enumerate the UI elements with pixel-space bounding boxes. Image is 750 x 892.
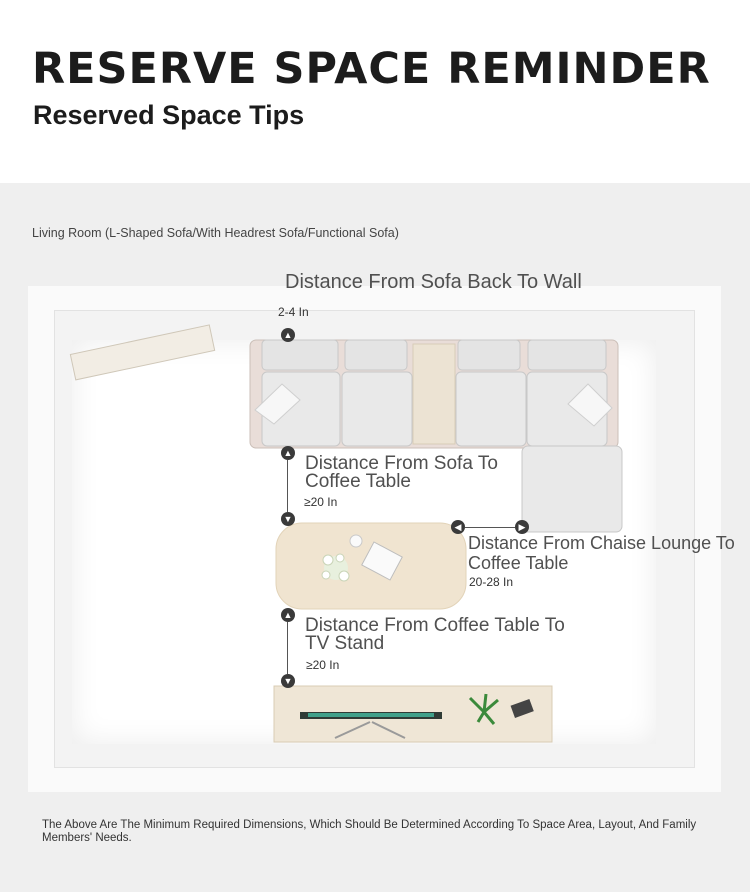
window-shelf [70,325,214,380]
page-subtitle: Reserved Space Tips [33,100,305,130]
callout-chaise-to-table-line1: Distance From Chaise Lounge To [468,533,735,553]
room-label: Living Room (L-Shaped Sofa/With Headrest Sofa/Functional Sofa) [32,226,399,240]
chaise-arrow-left-icon: ◀ [451,520,465,534]
sofa-table-dimension-line [287,460,288,512]
sofa-console [413,344,455,444]
callout-back-to-wall-value: 2-4 In [278,305,309,319]
sofa-table-arrow-up-icon: ▲ [281,446,295,460]
chaise-arrow-right-icon: ▶ [515,520,529,534]
chaise-lounge [522,446,622,532]
sofa-table-arrow-down-icon: ▼ [281,512,295,526]
callout-sofa-to-table-line2: Coffee Table [305,471,411,492]
callout-sofa-to-table-line1: Distance From Sofa To [305,453,498,474]
callout-table-to-tv-value: ≥20 In [306,658,340,672]
callout-table-to-tv-line2: TV Stand [305,633,385,654]
table-tv-arrow-up-icon: ▲ [281,608,295,622]
chaise-table-dimension-line [465,527,515,528]
footnote: The Above Are The Minimum Required Dimensions, Which Should Be Determined According To Space Area, Layout, And Family Members' Needs. [42,819,697,844]
table-tv-dimension-line [287,622,288,674]
callout-back-to-wall-title: Distance From Sofa Back To Wall [285,271,582,293]
page-title: RESERVE SPACE REMINDER [32,44,711,94]
callout-chaise-to-table-line2: Coffee Table [468,553,569,573]
table-tv-arrow-down-icon: ▼ [281,674,295,688]
callout-chaise-to-table-value: 20-28 In [469,575,514,589]
callout-table-to-tv-line1: Distance From Coffee Table To [305,615,565,636]
wall-arrow-up-icon: ▲ [281,328,295,342]
callout-sofa-to-table-value: ≥20 In [304,495,338,509]
